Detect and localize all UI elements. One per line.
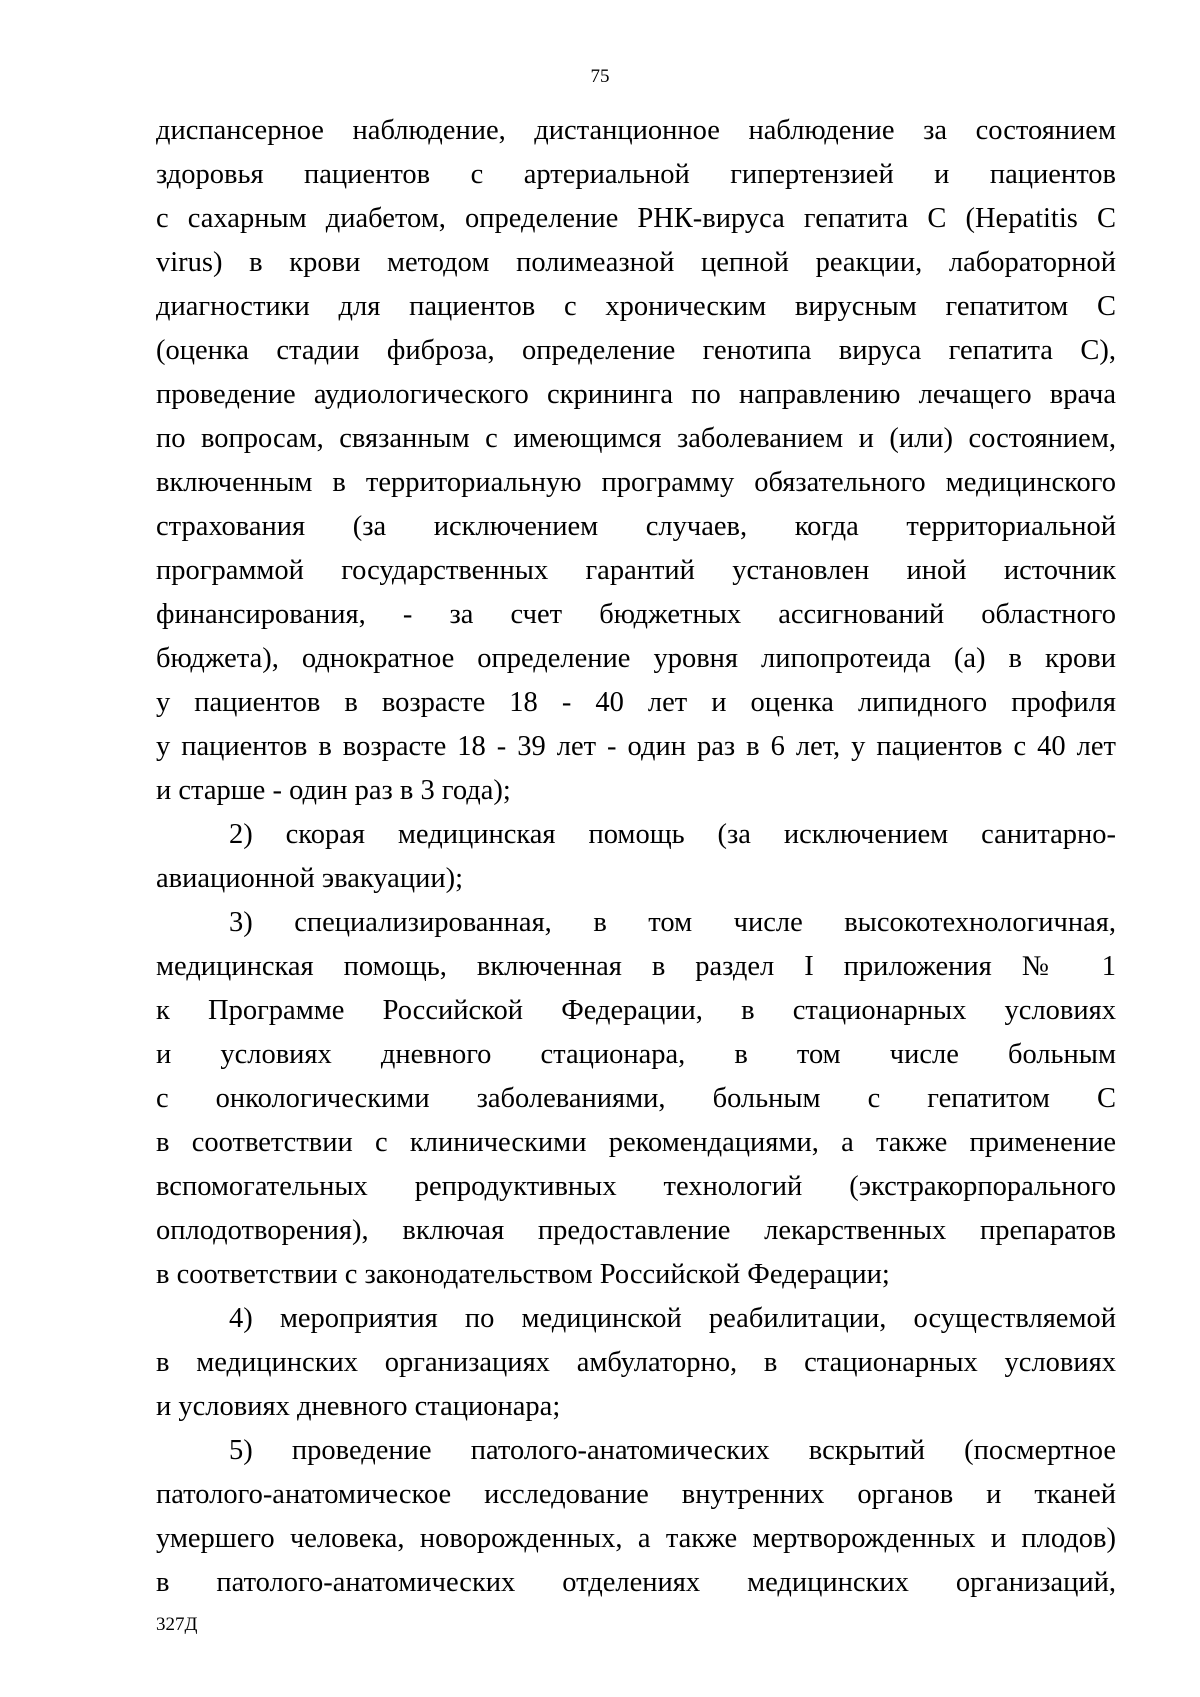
list-item-2-start: 2) скорая медицинская помощь (за исключением санитарно- [229, 819, 1116, 850]
list-item-4-start: 4) мероприятия по медицинской реабилитации, осуществляемой [229, 1303, 1116, 1334]
page-number: 75 [590, 66, 610, 87]
text-line: в соответствии с законодательством Российской Федерации; [156, 1259, 890, 1290]
text-line: оплодотворения), включая предоставление лекарственных препаратов [156, 1215, 1116, 1246]
text-line: с онкологическими заболеваниями, больным с гепатитом С [156, 1083, 1116, 1114]
document-code: 327Д [156, 1614, 198, 1635]
text-line: финансирования, - за счет бюджетных ассигнований областного [156, 599, 1116, 630]
text-line: диспансерное наблюдение, дистанционное наблюдение за состоянием [156, 115, 1116, 146]
text-line: к Программе Российской Федерации, в стационарных условиях [156, 995, 1116, 1026]
text-line: страхования (за исключением случаев, когда территориальной [156, 511, 1116, 542]
text-line: и старше - один раз в 3 года); [156, 775, 511, 806]
text-line: здоровья пациентов с артериальной гипертензией и пациентов [156, 159, 1116, 190]
text-line: по вопросам, связанным с имеющимся заболеванием и (или) состоянием, [156, 423, 1116, 454]
text-line: авиационной эвакуации); [156, 863, 463, 894]
text-line: в медицинских организациях амбулаторно, в стационарных условиях [156, 1347, 1116, 1378]
document-body [156, 109, 1116, 1605]
text-line: virus) в крови методом полимеазной цепной реакции, лабораторной [156, 247, 1116, 278]
text-line: и условиях дневного стационара; [156, 1391, 561, 1422]
text-line: патолого-анатомическое исследование внутренних органов и тканей [156, 1479, 1116, 1510]
text-line: с сахарным диабетом, определение РНК-вируса гепатита С (Hepatitis C [156, 203, 1116, 234]
text-line: умершего человека, новорожденных, а также мертворожденных и плодов) [156, 1523, 1116, 1554]
text-line: в патолого-анатомических отделениях медицинских организаций, [156, 1567, 1116, 1598]
text-line: программой государственных гарантий установлен иной источник [156, 555, 1116, 586]
text-line: включенным в территориальную программу обязательного медицинского [156, 467, 1116, 498]
text-line: вспомогательных репродуктивных технологий (экстракорпорального [156, 1171, 1116, 1202]
text-line: и условиях дневного стационара, в том числе больным [156, 1039, 1116, 1070]
list-item-5-start: 5) проведение патолого-анатомических вскрытий (посмертное [229, 1435, 1116, 1466]
text-line: у пациентов в возрасте 18 - 40 лет и оценка липидного профиля [156, 687, 1116, 718]
list-item-3-start: 3) специализированная, в том числе высокотехнологичная, [229, 907, 1116, 938]
text-line: проведение аудиологического скрининга по направлению лечащего врача [156, 379, 1116, 410]
text-line: медицинская помощь, включенная в раздел I приложения № 1 [156, 951, 1116, 982]
text-line: в соответствии с клиническими рекомендациями, а также применение [156, 1127, 1116, 1158]
text-line: диагностики для пациентов с хроническим вирусным гепатитом С [156, 291, 1116, 322]
text-line: у пациентов в возрасте 18 - 39 лет - один раз в 6 лет, у пациентов с 40 лет [156, 731, 1116, 762]
text-line: (оценка стадии фиброза, определение генотипа вируса гепатита С), [156, 335, 1116, 366]
text-line: бюджета), однократное определение уровня липопротеида (а) в крови [156, 643, 1116, 674]
